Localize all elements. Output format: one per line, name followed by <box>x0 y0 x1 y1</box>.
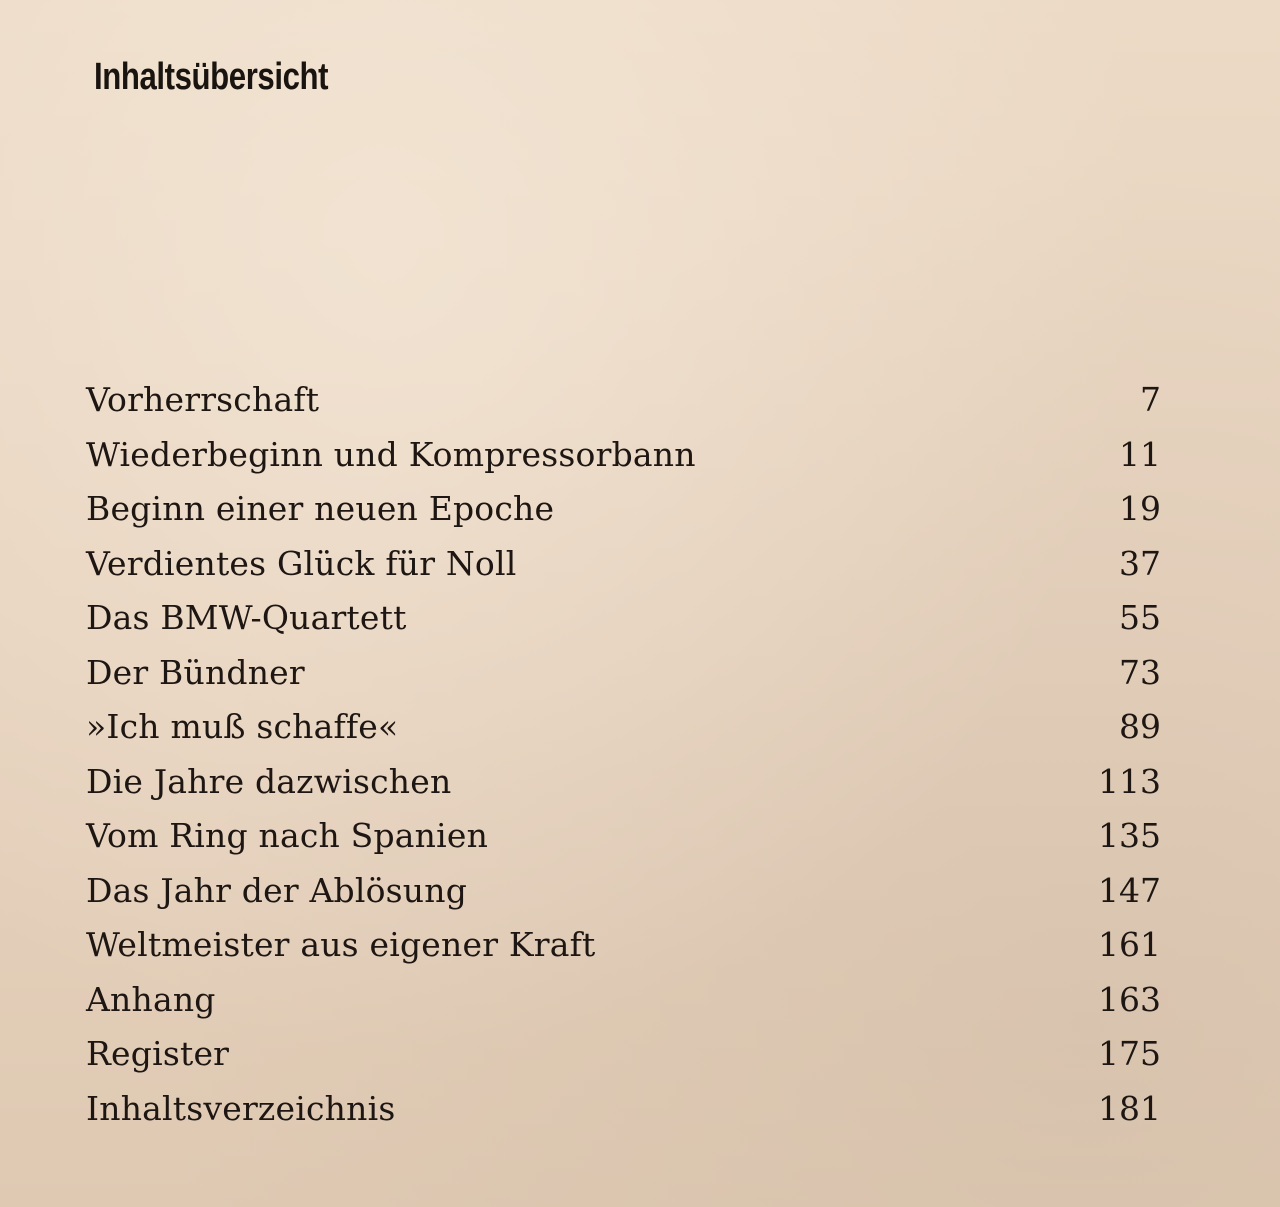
toc-entry-title: Der Bündner <box>86 652 305 692</box>
toc-entry-title: Die Jahre dazwischen <box>86 761 452 801</box>
toc-entry-title: Register <box>86 1034 230 1073</box>
toc-entry <box>86 544 1161 599</box>
toc-entry-page: 7 <box>1140 380 1161 419</box>
toc-entry-page: 89 <box>1119 707 1161 746</box>
toc-entry-title: Das Jahr der Ablösung <box>86 870 468 910</box>
toc-entry-title: Weltmeister aus eigener Kraft <box>86 925 596 964</box>
toc-entry-title: Anhang <box>86 979 216 1019</box>
toc-entry-page: 181 <box>1098 1088 1161 1128</box>
toc-entry-page: 147 <box>1098 870 1161 910</box>
toc-entry-page: 161 <box>1098 925 1161 964</box>
toc-entry <box>86 380 1161 435</box>
toc-entry-title: Beginn einer neuen Epoche <box>86 489 555 528</box>
toc-entry-page: 113 <box>1098 761 1161 801</box>
toc-entry-page: 73 <box>1119 652 1161 692</box>
toc-entry-title: Wiederbeginn und Kompressorbann <box>86 434 696 474</box>
toc-entry <box>86 1089 1161 1144</box>
toc-entry <box>86 762 1161 817</box>
toc-entry-title: »Ich muß schaffe« <box>86 707 399 746</box>
toc-entry-title: Vorherrschaft <box>86 380 320 419</box>
toc-entry-page: 135 <box>1098 816 1161 855</box>
toc-entry-page: 11 <box>1119 434 1161 474</box>
toc-entry-page: 19 <box>1119 489 1161 528</box>
toc-entry-title: Verdientes Glück für Noll <box>86 543 517 583</box>
toc-entry-title: Inhaltsverzeichnis <box>86 1088 396 1128</box>
toc-entry <box>86 816 1161 871</box>
toc-entry <box>86 925 1161 980</box>
table-of-contents <box>86 380 1161 1143</box>
page-heading: Inhaltsübersicht <box>94 56 329 98</box>
toc-entry-page: 175 <box>1098 1034 1161 1073</box>
toc-entry <box>86 435 1161 490</box>
toc-entry <box>86 707 1161 762</box>
toc-entry <box>86 653 1161 708</box>
toc-entry-title: Vom Ring nach Spanien <box>86 816 489 855</box>
toc-entry-page: 163 <box>1098 979 1161 1019</box>
toc-entry-page: 37 <box>1119 543 1161 583</box>
toc-entry-title: Das BMW-Quartett <box>86 598 407 637</box>
toc-entry-page: 55 <box>1119 598 1161 637</box>
toc-entry <box>86 598 1161 653</box>
toc-entry <box>86 871 1161 926</box>
toc-entry <box>86 980 1161 1035</box>
toc-entry <box>86 1034 1161 1089</box>
toc-entry <box>86 489 1161 544</box>
